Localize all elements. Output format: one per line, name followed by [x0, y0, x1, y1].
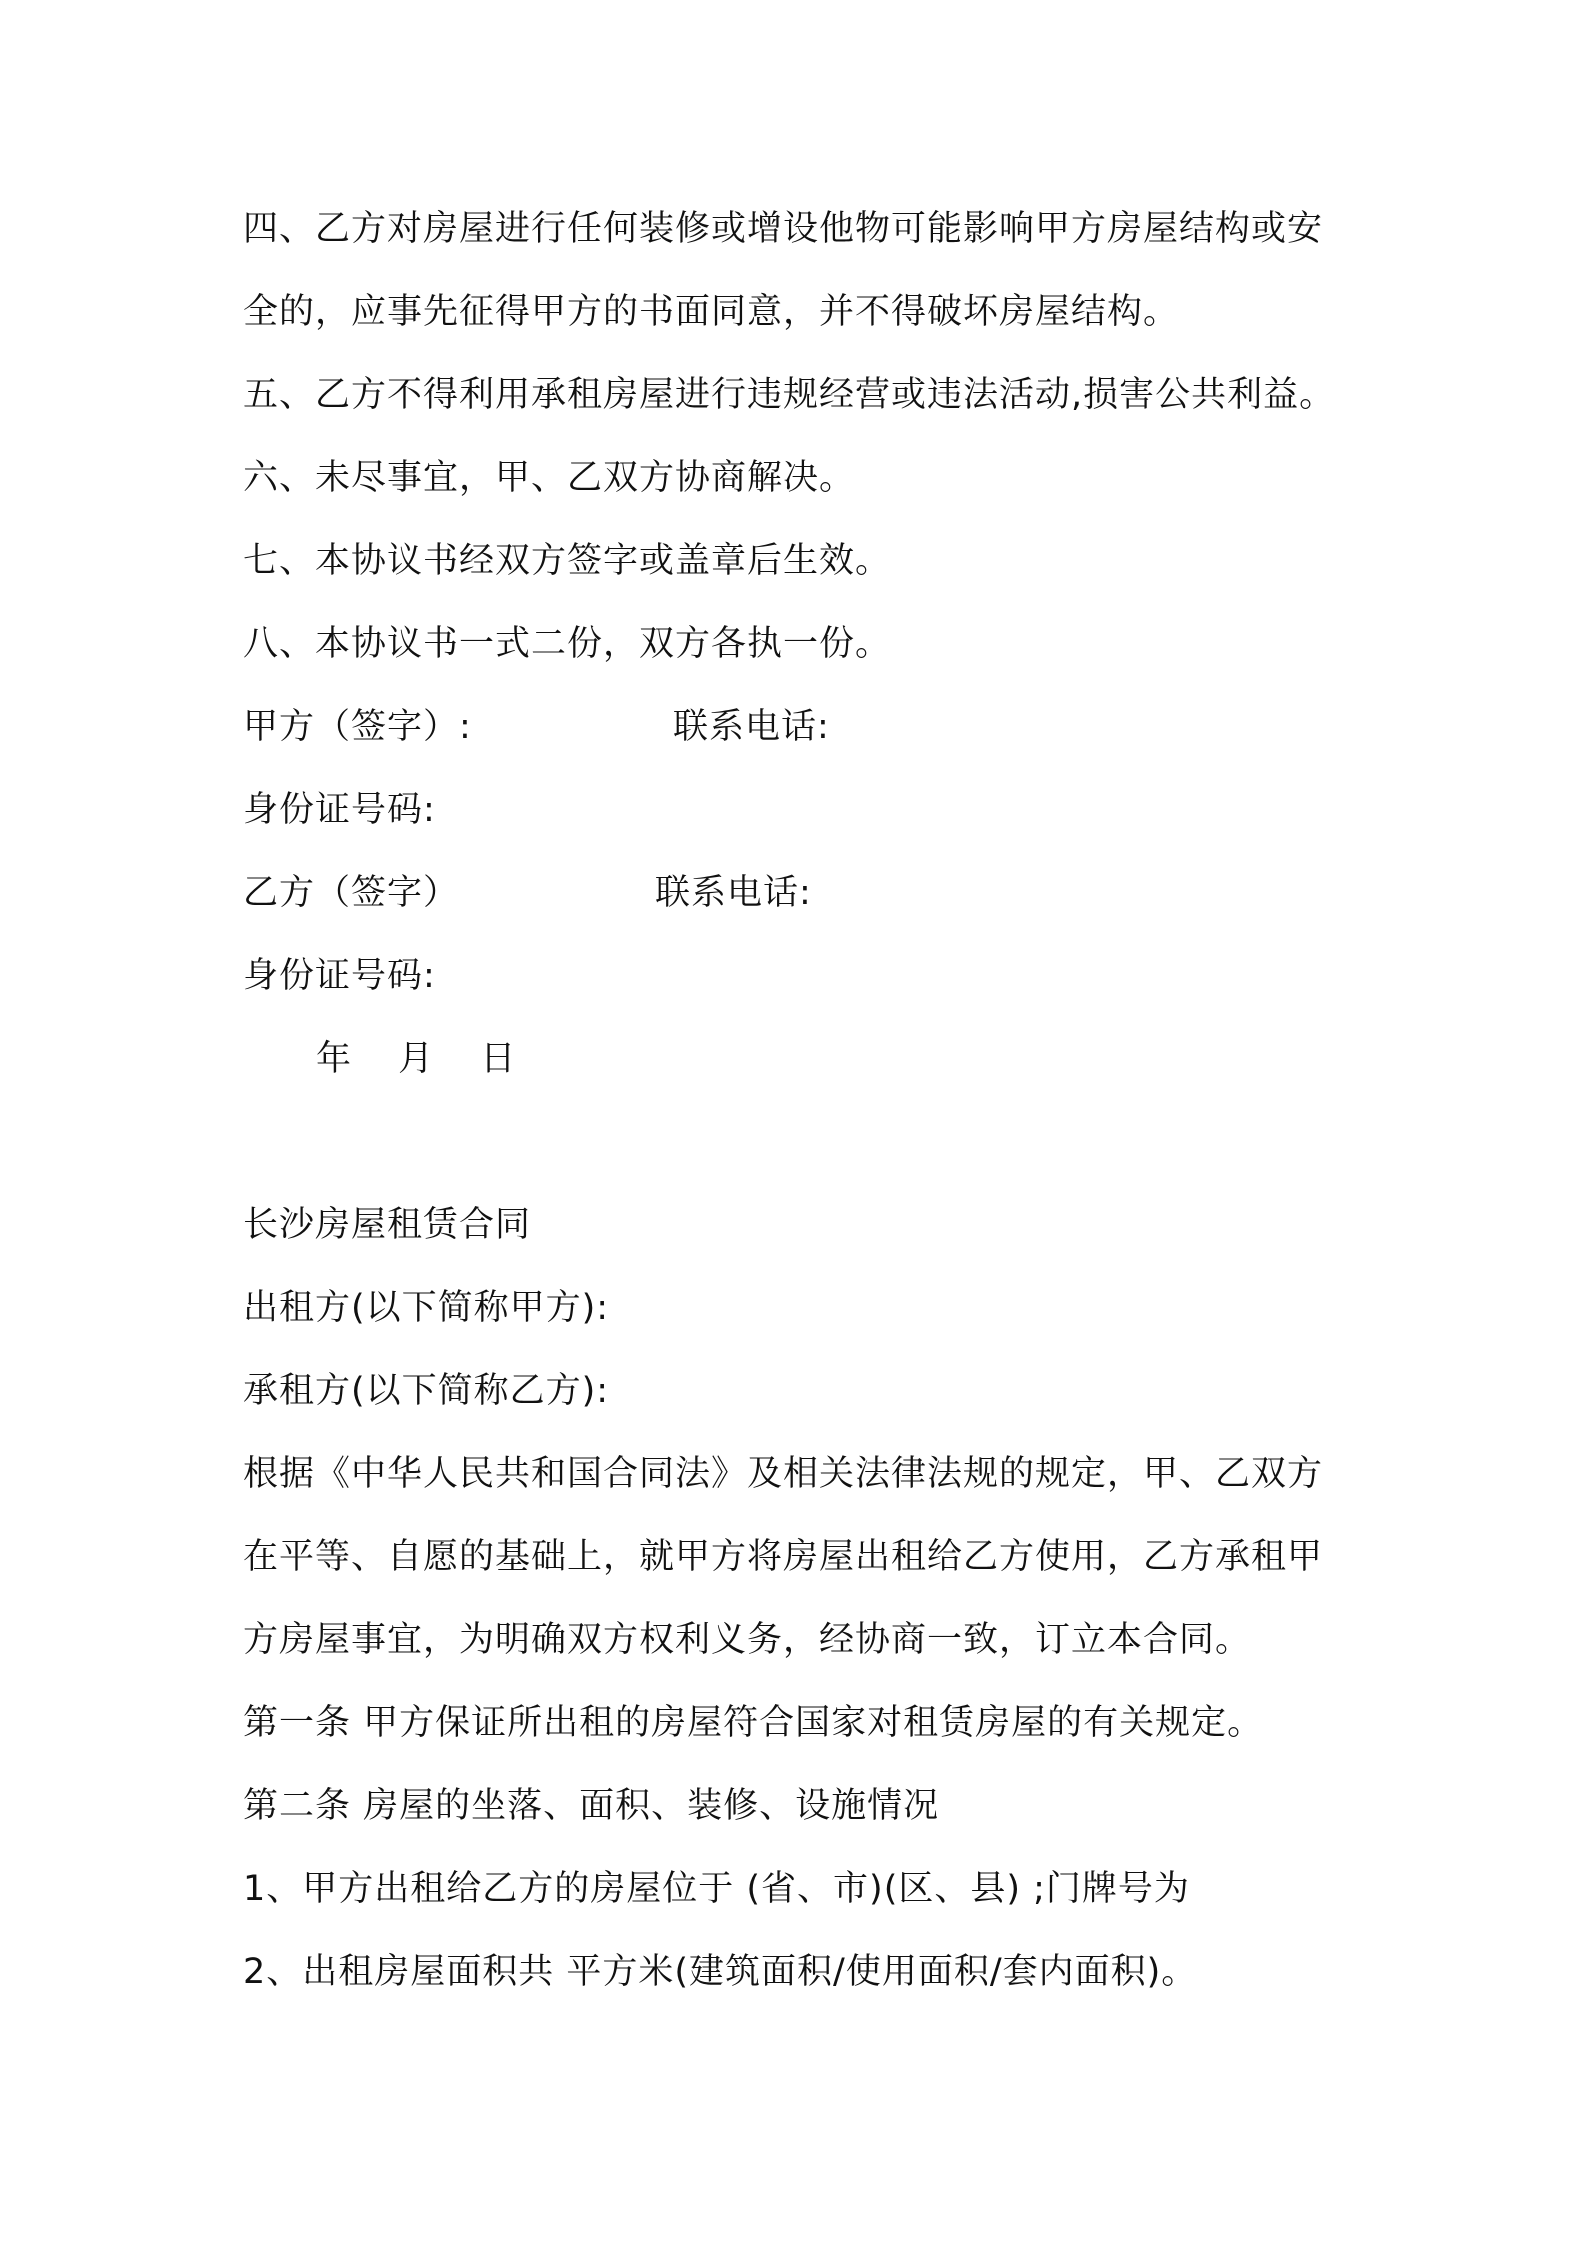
preamble-line-2: 在平等、自愿的基础上，就甲方将房屋出租给乙方使用，乙方承租甲 — [243, 1537, 1324, 1577]
lessee-label: 承租方(以下简称乙方): — [243, 1371, 610, 1411]
party-b-id-label: 身份证号码: — [243, 956, 436, 996]
preamble-line-1: 根据《中华人民共和国合同法》及相关法律法规的规定，甲、乙双方 — [243, 1454, 1324, 1494]
date-year: 年 — [316, 1039, 353, 1079]
clause-8: 八、本协议书一式二份，双方各执一份。 — [243, 624, 892, 664]
clause-7: 七、本协议书经双方签字或盖章后生效。 — [243, 541, 892, 581]
date-day: 日 — [480, 1039, 517, 1079]
article-2-item-2: 2、出租房屋面积共 平方米(建筑面积/使用面积/套内面积)。 — [243, 1952, 1198, 1992]
preamble-line-3: 方房屋事宜，为明确双方权利义务，经协商一致，订立本合同。 — [243, 1620, 1252, 1660]
party-a-signature-row — [243, 705, 830, 749]
clause-5: 五、乙方不得利用承租房屋进行违规经营或违法活动,损害公共利益。 — [243, 375, 1336, 415]
article-2: 第二条 房屋的坐落、面积、装修、设施情况 — [243, 1786, 940, 1826]
date-month: 月 — [398, 1039, 435, 1079]
clause-4-line-2: 全的，应事先征得甲方的书面同意，并不得破坏房屋结构。 — [243, 292, 1180, 332]
party-a-phone-label: 联系电话: — [673, 707, 830, 747]
party-b-phone-label: 联系电话: — [655, 873, 812, 913]
party-b-signature-row — [243, 871, 812, 915]
party-a-id-label: 身份证号码: — [243, 790, 436, 830]
party-b-sign-label: 乙方（签字） — [243, 873, 460, 913]
clause-6: 六、未尽事宜，甲、乙双方协商解决。 — [243, 458, 856, 498]
party-a-sign-label: 甲方（签字）: — [243, 707, 472, 747]
article-2-item-1: 1、甲方出租给乙方的房屋位于 (省、市)(区、县) ;门牌号为 — [243, 1869, 1190, 1909]
article-1: 第一条 甲方保证所出租的房屋符合国家对租赁房屋的有关规定。 — [243, 1703, 1264, 1743]
lessor-label: 出租方(以下简称甲方): — [243, 1288, 610, 1328]
date-row — [316, 1037, 550, 1081]
clause-4-line-1: 四、乙方对房屋进行任何装修或增设他物可能影响甲方房屋结构或安 — [243, 209, 1324, 249]
contract-title: 长沙房屋租赁合同 — [243, 1205, 532, 1245]
